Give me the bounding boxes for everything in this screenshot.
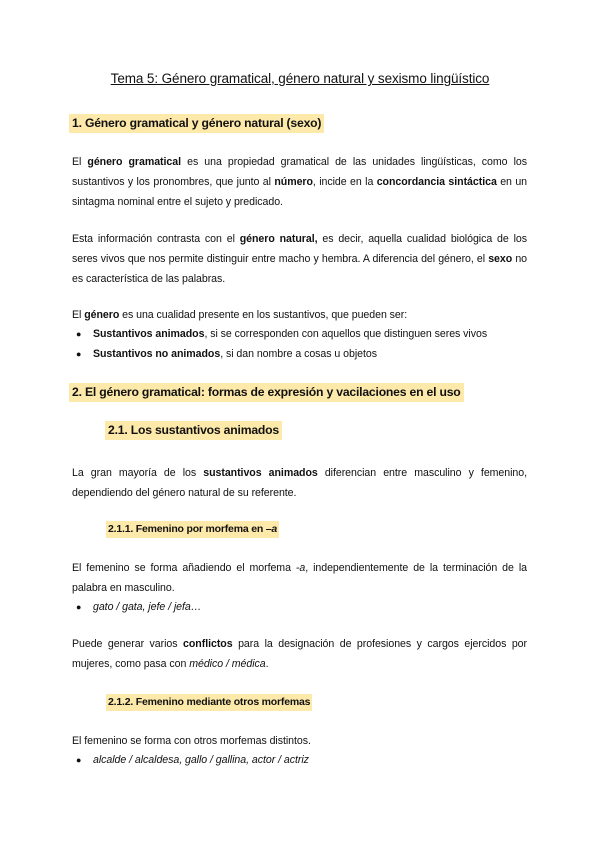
text-run: La gran mayoría de los: [72, 467, 204, 479]
list-item: [72, 324, 542, 344]
section-2-1-2-paragraph: El femenino se forma con otros morfemas distintos.: [72, 735, 311, 747]
morpheme-a: -a: [295, 562, 306, 574]
section-2-1-2-bullet-list: [72, 750, 542, 770]
term-genero: género: [84, 309, 120, 321]
section-2-1-heading: 2.1. Los sustantivos animados: [105, 421, 282, 440]
text-run: para la designación de profesiones y cargos ejercidos por mujeres, como pasa con: [72, 638, 528, 670]
section-1-bullet-list: [72, 324, 542, 364]
example-text: alcalde / alcaldesa, gallo / gallina, actor / actriz: [93, 754, 309, 766]
section-2-1-paragraph: [72, 463, 527, 503]
text-run: es una propiedad gramatical de las unidades lingüísticas, como los sustantivos y los pronombres, que junto al: [72, 156, 527, 188]
text-run: es decir, aquella cualidad biológica de los seres vivos que nos permite distinguir entre macho y hembra. A diferencia del género, el: [72, 233, 527, 265]
list-item-term: Sustantivos animados: [93, 328, 205, 340]
text-run: en un sintagma nominal entre el sujeto y predicado.: [72, 176, 528, 208]
text-run: Puede generar varios: [72, 638, 184, 650]
heading-morpheme: –a: [265, 523, 278, 535]
list-item-text: , si dan nombre a cosas u objetos: [220, 348, 377, 360]
text-run: El femenino se forma añadiendo el morfema: [72, 562, 296, 574]
bullet-icon: ●: [76, 755, 82, 765]
text-run: El: [72, 156, 88, 168]
text-run: , incide en la: [312, 176, 377, 188]
text-run: diferencian entre masculino y femenino, dependiendo del género natural de su referente.: [72, 467, 527, 499]
text-run: , independientemente de la terminación de la palabra en masculino.: [72, 562, 527, 594]
section-2-1-1-bullet-list: [72, 597, 542, 617]
section-1-paragraph-1: [72, 152, 527, 212]
bullet-icon: ●: [76, 349, 82, 359]
list-item: [72, 597, 542, 617]
term-concordancia: concordancia sintáctica: [376, 176, 497, 188]
list-item-text: , si se corresponden con aquellos que distinguen seres vivos: [204, 328, 488, 340]
section-2-1-2-heading: 2.1.2. Femenino mediante otros morfemas: [106, 694, 312, 711]
text-run: no es característica de las palabras.: [72, 253, 527, 285]
section-2-1-1-heading: [106, 521, 279, 538]
list-item: [72, 344, 542, 364]
term-genero-natural: género natural,: [239, 233, 318, 245]
section-1-paragraph-2: [72, 229, 527, 289]
text-run: .: [265, 658, 269, 670]
section-1-paragraph-3: [72, 305, 527, 325]
text-run: El: [72, 309, 85, 321]
section-1-heading: 1. Género gramatical y género natural (sexo): [69, 114, 324, 133]
bullet-icon: ●: [76, 602, 82, 612]
page-title: Tema 5: Género gramatical, género natural y sexismo lingüístico: [110, 71, 490, 86]
heading-text: 2.1.1. Femenino por morfema en: [108, 523, 266, 535]
term-sexo: sexo: [488, 253, 513, 265]
section-2-heading: 2. El género gramatical: formas de expresión y vacilaciones en el uso: [69, 383, 464, 402]
example-text: gato / gata, jefe / jefa…: [93, 601, 202, 613]
text-run: es una cualidad presente en los sustantivos, que pueden ser:: [119, 309, 408, 321]
term-conflictos: conflictos: [183, 638, 233, 650]
bullet-icon: ●: [76, 329, 82, 339]
list-item: [72, 750, 542, 770]
list-item-term: Sustantivos no animados: [93, 348, 221, 360]
section-2-1-1-paragraph-2: [72, 634, 527, 674]
example-medico: médico / médica: [189, 658, 266, 670]
term-numero: número: [274, 176, 313, 188]
term-genero-gramatical: género gramatical: [87, 156, 182, 168]
term-sustantivos-animados: sustantivos animados: [203, 467, 318, 479]
text-run: Esta información contrasta con el: [72, 233, 240, 245]
section-2-1-1-paragraph-1: [72, 558, 527, 598]
